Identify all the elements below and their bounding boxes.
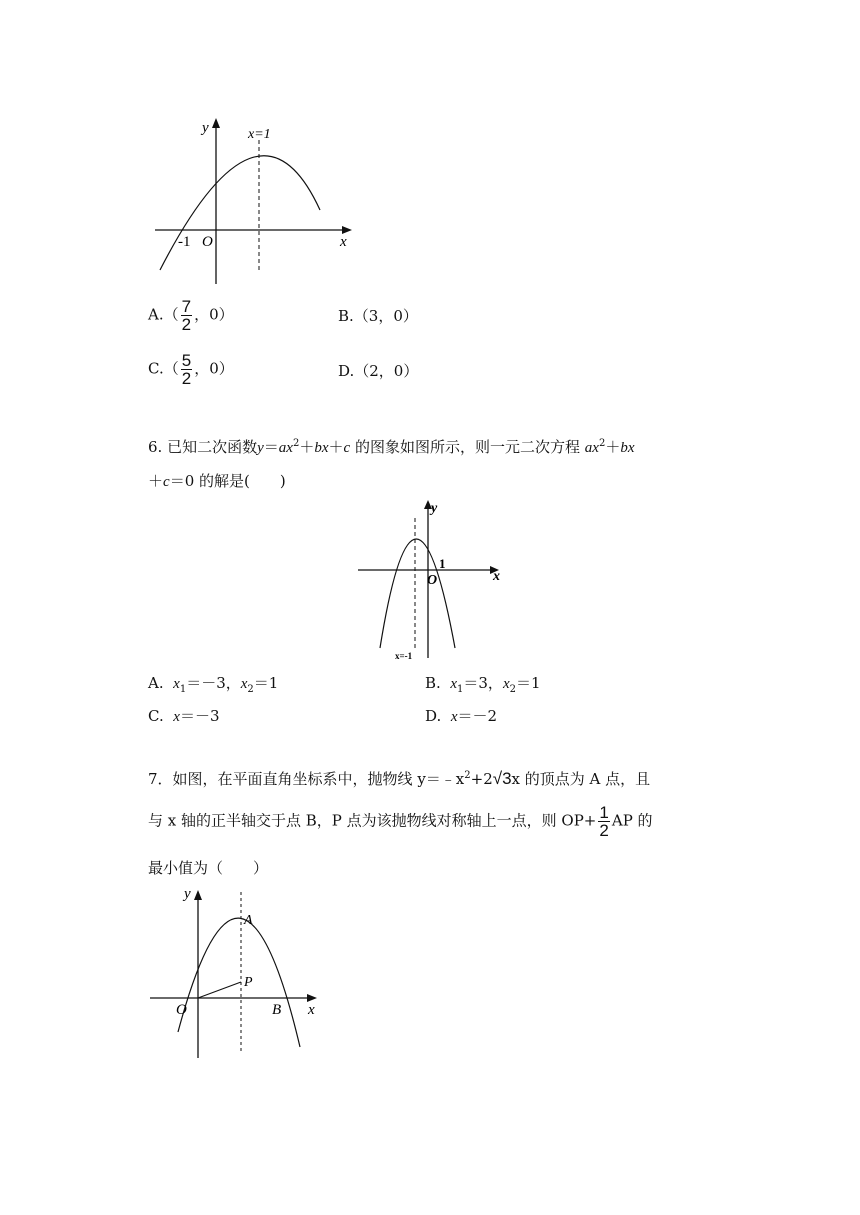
q6-option-d[interactable]: D. x＝－2	[425, 707, 498, 725]
neg-one-label: -1	[178, 234, 191, 250]
q6-stem-line1: 6. 已知二次函数$y=ax^2+bx+c$ 的图象如图所示，则一元二次方程 $ax^2+bx$	[148, 438, 635, 456]
q6-stem-line2: ＋c＝0 的解是( )	[148, 472, 286, 490]
q5-option-c[interactable]: C.（ $\frac{5}{2}$ ，0）	[148, 351, 234, 388]
origin-label: O	[202, 234, 213, 250]
q5-option-d[interactable]: D.（2，0）	[338, 362, 419, 380]
q5-option-b[interactable]: B.（3，0）	[338, 307, 418, 325]
sqrt-three: √3	[492, 769, 512, 788]
symmetry-label: x=1	[248, 127, 271, 142]
y-axis-label: y	[202, 120, 209, 136]
q6-parabola-figure	[355, 498, 505, 660]
y-axis-arrow-icon	[194, 890, 202, 900]
q6-option-b[interactable]: B. $x_1=3$，$x_2=1$	[425, 674, 541, 695]
parabola-curve	[160, 156, 320, 270]
segment-op	[198, 982, 241, 998]
q7-stem-line2: 与 x 轴的正半轴交于点 B，P 点为该抛物线对称轴上一点，则 OP+ $\frac{1}{2}$ AP 的	[148, 803, 653, 840]
x-axis-label: x	[308, 1002, 315, 1018]
one-label: 1	[439, 556, 446, 571]
x-axis-arrow-icon	[307, 994, 317, 1002]
origin-label: O	[427, 573, 438, 588]
fraction-one-half: $\frac{1}{2}$	[599, 803, 609, 840]
point-p-label: P	[244, 975, 253, 990]
fraction-seven-halves: $\frac{7}{2}$	[181, 297, 192, 334]
point-b-label: B	[272, 1002, 282, 1018]
x-axis-label: x	[340, 234, 347, 250]
y-axis-arrow-icon	[212, 118, 220, 128]
vertex-a-label: A	[244, 913, 253, 928]
fraction-five-halves: $\frac{5}{2}$	[181, 351, 192, 388]
q7-stem-line3: 最小值为（ ）	[148, 859, 269, 877]
q6-option-c[interactable]: C. x＝－3	[148, 707, 220, 725]
y-axis-label: y	[184, 886, 191, 902]
x-axis-label: x	[493, 569, 500, 584]
y-axis-label: y	[431, 501, 438, 516]
q6-option-a[interactable]: A. $x_1=-3$，$x_2=1$	[148, 674, 279, 695]
q5-parabola-figure	[150, 112, 360, 287]
x-axis-arrow-icon	[342, 226, 352, 234]
q7-stem-line1: 7．如图，在平面直角坐标系中，抛物线 $y=﹣x^2+2√3x$ 的顶点为 A 点，且	[148, 769, 651, 788]
q7-parabola-figure	[148, 882, 323, 1062]
origin-label: O	[176, 1002, 187, 1018]
q5-option-a[interactable]: A.（ $\frac{7}{2}$ ，0）	[148, 297, 234, 334]
symmetry-label: x=-1	[395, 651, 413, 660]
